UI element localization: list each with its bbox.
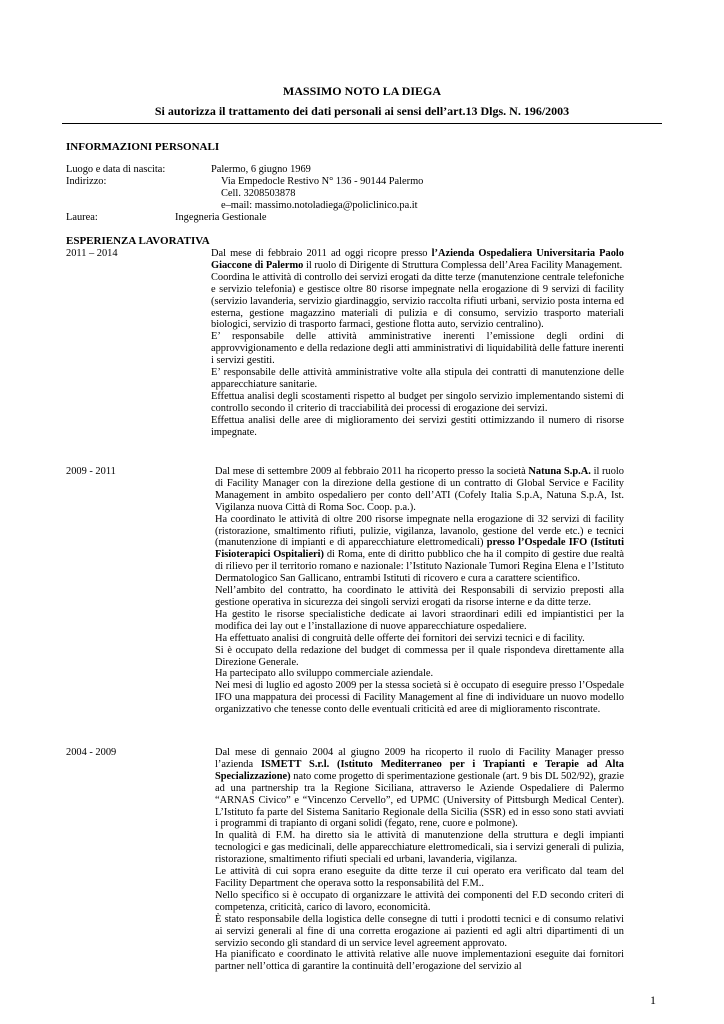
email-value: e–mail: massimo.notoladiega@policlinico.pa.it	[221, 200, 418, 211]
job-intro: Dal mese di febbraio 2011 ad oggi ricopre presso l’Azienda Ospedaliera Universitaria Paolo Giaccone di Palermo il ruolo di Dirigente di Struttura Complessa dell’Area Facility Management.	[211, 248, 624, 271]
employer-name: ISMETT S.r.l. (Istituto Mediterraneo per i Trapianti e Terapie ad Alta Specializzazione)	[215, 758, 624, 782]
job-paragraph: Nei mesi di luglio ed agosto 2009 per la stessa società si è occupato di eseguire presso l’Ospedale IFO una mappatura dei processi di Facility Management al fine di individuare un nuovo modello organizzativo che tenesse conto delle eventuali criticità ed aree di miglioramento riscontrate.	[215, 680, 624, 716]
job-paragraph: Le attività di cui sopra erano eseguite da ditte terze il cui operato era verificato dal team del Facility Department che operava sotto la responsabilità del F.M..	[215, 866, 624, 889]
job-paragraph: Ha coordinato le attività di oltre 200 risorse impegnate nella erogazione di 32 servizi di facility (ristorazione, smaltimento rifiuti, pulizie, vigilanza, lavanolo, gestione del verde etc.) e tecnici (manutenzione di impianti e di apparecchiature elettromedicali) presso l’Ospedale IFO (Istituti Fisioterapici Ospitalieri) di Roma, ente di diritto pubblico che ha il compito di gestire due realtà di rilievo per il territorio romano e nazionale: l’Istituto Nazionale Tumori Regina Elena e l’Istituto Dermatologico San Gallicano, entrambi Istituti di ricovero e cura a carattere scientifico.	[215, 513, 624, 585]
job-paragraph: Ha gestito le risorse specialistiche dedicate ai lavori straordinari edili ed impiantistici per la modifica dei lay out e l’installazione di nuove apparecchiature ospedaliere.	[215, 608, 624, 632]
degree-label: Laurea:	[66, 212, 98, 223]
degree-value: Ingegneria Gestionale	[175, 212, 267, 223]
job-paragraph: Nello specifico si è occupato di organizzare le attività dei componenti del F.D secondo criteri di competenza, criticità, carico di lavoro, economicità.	[215, 889, 624, 913]
job-paragraph: Effettua analisi delle aree di miglioramento dei servizi gestiti ottimizzando il numero di risorse impegnate.	[211, 414, 624, 438]
job-paragraph: È stato responsabile della logistica delle consegne di tutti i prodotti tecnici e di consumo relativi ai servizi generali al fine di una corretta erogazione ai pazienti ed agli altri dipartimenti di un servizio secondo gli standard di un service level agreement approvato.	[215, 913, 624, 949]
privacy-authorization: Si autorizza il trattamento dei dati personali ai sensi dell’art.13 Dlgs. N. 196/2003	[154, 104, 570, 118]
section-title-personal: INFORMAZIONI PERSONALI	[66, 141, 220, 153]
job-paragraph: Coordina le attività di controllo dei servizi erogati da ditte terze (manutenzione centrale telefoniche e servizio telefonia) e gestisce oltre 80 risorse impegnate nella erogazione di 9 servizi di facility (servizio lavanderia, servizio giardinaggio, servizio raccolta rifiuti urbani, servizio posta interna ed esterna, gestione magazzino materiali di pulizia e di consumo, servizio trasporto materiali biologici, servizio di trasporto farmaci, gestione flotta auto, servizio centralino).	[211, 271, 624, 331]
job-period: 2004 - 2009	[66, 747, 117, 758]
address-value: Via Empedocle Restivo N° 136 - 90144 Palermo	[221, 176, 424, 187]
job-description	[211, 747, 624, 973]
section-title-experience: ESPERIENZA LAVORATIVA	[66, 235, 210, 247]
employer-name: presso l’Ospedale IFO (Istituti Fisioterapici Ospitalieri)	[215, 537, 624, 561]
job-paragraph: Ha pianificato e coordinato le attività relative alle nuove implementazioni eseguite dai fornitori partner nell’ottica di garantire la continuità dell’erogazione del servizio al	[215, 949, 624, 973]
job-paragraph: In qualità di F.M. ha diretto sia le attività di manutenzione della struttura e degli impianti tecnologici e gas medicinali, delle apparecchiature elettromedicali, sia i servizi generali di pulizia, ristorazione, smaltimento rifiuti speciali ed urbani, lavanderia, vigilanza.	[215, 830, 624, 866]
job-paragraph: Ha partecipato allo sviluppo commerciale aziendale.	[215, 668, 434, 680]
header-divider	[62, 123, 662, 124]
job-paragraph: Effettua analisi degli scostamenti rispetto al budget per singolo servizio implementando sistemi di controllo secondo il criterio di tracciabilità dei processi di erogazione dei servizi.	[211, 390, 624, 414]
job-paragraph: E’ responsabile delle attività amministrative inerenti l’emissione degli ordini di approvvigionamento e della redazione degli atti amministrativi di liquidabilità delle fatture inerenti i servizi gestiti.	[211, 331, 624, 367]
person-name: MASSIMO NOTO LA DIEGA	[282, 84, 442, 98]
employer-name: Natuna S.p.A.	[528, 466, 591, 477]
job-description	[211, 248, 624, 439]
birth-value: Palermo, 6 giugno 1969	[211, 164, 311, 175]
job-paragraph: Ha effettuato analisi di congruità delle offerte dei fornitori dei servizi tecnici e di facility.	[215, 632, 585, 644]
job-paragraph: E’ responsabile delle attività amministrative volte alla stipula dei contratti di manutenzione delle apparecchiature sanitarie.	[211, 367, 624, 390]
job-period: 2011 – 2014	[66, 248, 118, 259]
page-number: 1	[650, 993, 656, 1007]
job-description	[211, 466, 624, 716]
address-label: Indirizzo:	[66, 176, 107, 187]
employer-name: l’Azienda Ospedaliera Universitaria Paolo Giaccone di Palermo	[211, 248, 624, 271]
job-period: 2009 - 2011	[66, 466, 116, 477]
job-intro: Dal mese di gennaio 2004 al giugno 2009 ha ricoperto il ruolo di Facility Manager presso l’azienda ISMETT S.r.l. (Istituto Mediterraneo per i Trapianti e Terapie ad Alta Specializzazione) nato come progetto di sperimentazione gestionale (art. 9 bis DL 502/92), grazie ad una partnership tra la Regione Siciliana, attraverso le Aziende Ospedaliere di Palermo “ARNAS Civico” e “Vincenzo Cervello”, ed UPMC (University of Pittsburgh Medical Center). L’Istituto fa parte del Sistema Sanitario Regionale della Sicilia (SSR) ed in esso sono stati avviati i programmi di trapianto di organi solidi (fegato, rene, cuore e polmone).	[215, 747, 624, 830]
job-paragraph: Si è occupato della redazione del budget di commessa per il quale rispondeva direttamente alla Direzione Generale.	[215, 644, 624, 668]
job-paragraph: Nell’ambito del contratto, ha coordinato le attività dei Responsabili di servizio preposti alla gestione operativa in sicurezza dei singoli servizi erogati da risorse interne e da ditte terze.	[215, 585, 624, 608]
birth-label: Luogo e data di nascita:	[66, 164, 166, 175]
phone-value: Cell. 3208503878	[221, 188, 296, 199]
job-intro: Dal mese di settembre 2009 al febbraio 2011 ha ricoperto presso la società Natuna S.p.A. il ruolo di Facility Manager con la direzione della gestione di un contratto di Global Service e Facility Management in ambito ospedaliero per conto dell’ATI (Cofely Italia S.p.A, Natuna S.p.A, Ist. Vigilanza nuova Città di Roma Soc. Coop. p.a.).	[215, 466, 624, 513]
